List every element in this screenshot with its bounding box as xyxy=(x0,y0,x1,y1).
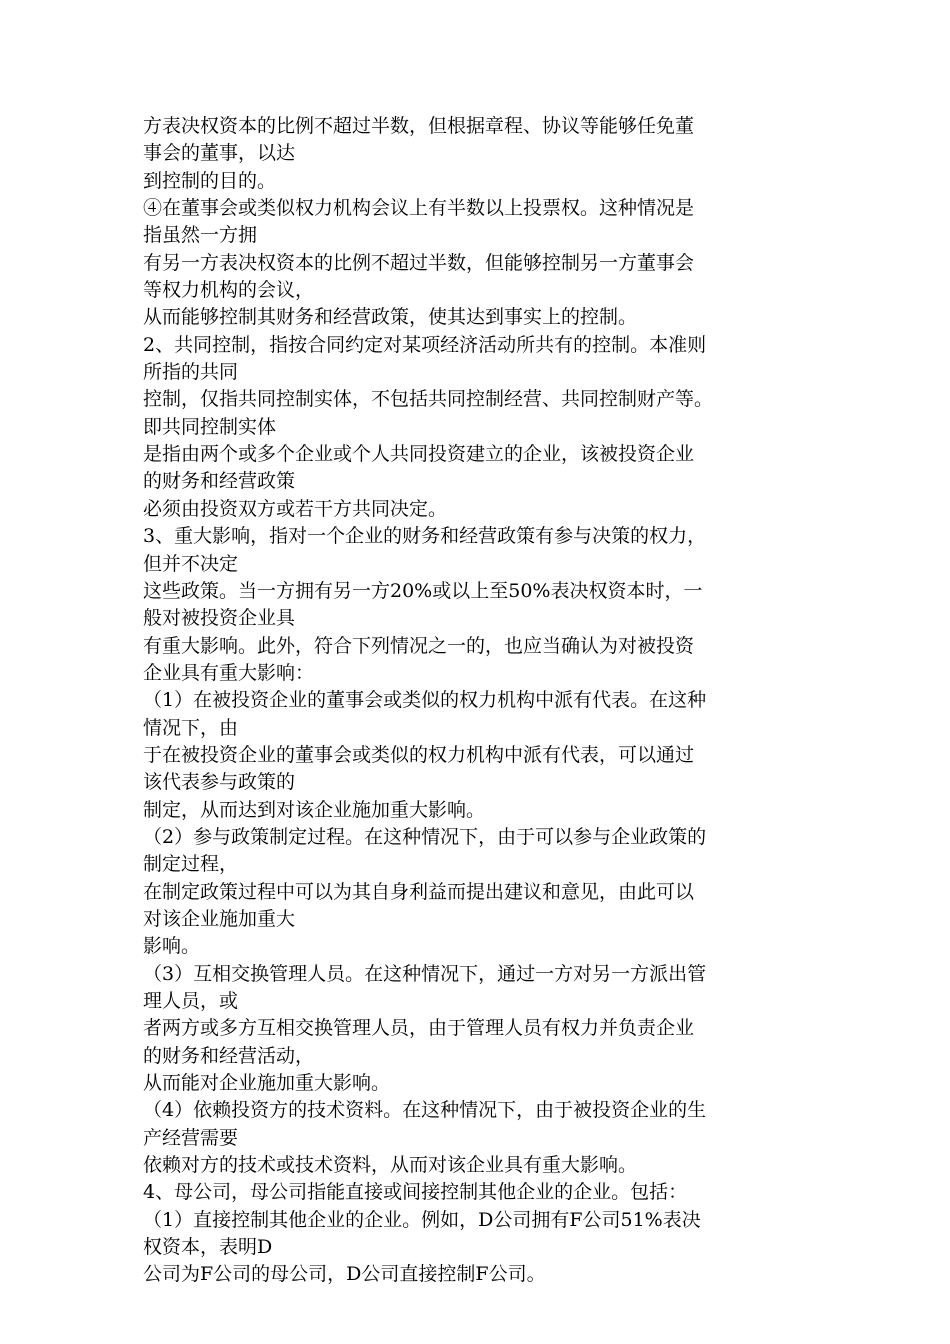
text-line: 从而能够控制其财务和经营政策，使其达到事实上的控制。 xyxy=(143,306,638,329)
text-line: 是指由两个或多个企业或个人共同投资建立的企业，该被投资企业 xyxy=(143,443,695,466)
text-line: 控制，仅指共同控制实体，不包括共同控制经营、共同控制财产等。 xyxy=(143,388,714,411)
text-line: ④在董事会或类似权力机构会议上有半数以上投票权。这种情况是 xyxy=(143,197,695,220)
text-line: 有重大影响。此外，符合下列情况之一的，也应当确认为对被投资 xyxy=(143,634,695,657)
text-line: 情况下，由 xyxy=(143,716,239,739)
text-line: 有另一方表决权资本的比例不超过半数，但能够控制另一方董事会 xyxy=(143,251,695,274)
text-line: 所指的共同 xyxy=(143,361,239,384)
text-line: 必须由投资双方或若干方共同决定。 xyxy=(143,497,448,520)
text-line: 2、共同控制，指按合同约定对某项经济活动所共有的控制。本准则 xyxy=(143,333,707,356)
text-line: （2）参与政策制定过程。在这种情况下，由于可以参与企业政策的 xyxy=(143,825,707,848)
text-line: 依赖对方的技术或技术资料，从而对该企业具有重大影响。 xyxy=(143,1154,638,1177)
text-line: 公司为F公司的母公司，D公司直接控制F公司。 xyxy=(143,1263,546,1286)
text-line: 该代表参与政策的 xyxy=(143,771,296,794)
text-line: 影响。 xyxy=(143,935,201,958)
text-line: 但并不决定 xyxy=(143,552,239,575)
text-line: 制定，从而达到对该企业施加重大影响。 xyxy=(143,798,486,821)
text-line: 的财务和经营政策 xyxy=(143,470,296,493)
text-line: 从而能对企业施加重大影响。 xyxy=(143,1072,391,1095)
text-line: （1）直接控制其他企业的企业。例如，D公司拥有F公司51%表决 xyxy=(143,1208,701,1231)
text-line: 制定过程， xyxy=(143,853,239,876)
text-line: 于在被投资企业的董事会或类似的权力机构中派有代表，可以通过 xyxy=(143,743,695,766)
document-body xyxy=(143,113,813,1289)
text-line: 指虽然一方拥 xyxy=(143,224,258,247)
text-line: 企业具有重大影响： xyxy=(143,661,315,684)
text-line: （3）互相交换管理人员。在这种情况下，通过一方对另一方派出管 xyxy=(143,962,707,985)
text-line: 3、重大影响，指对一个企业的财务和经营政策有参与决策的权力， xyxy=(143,525,707,548)
text-line: 产经营需要 xyxy=(143,1126,239,1149)
text-line: 事会的董事，以达 xyxy=(143,142,296,165)
text-line: 等权力机构的会议， xyxy=(143,279,315,302)
text-line: 4、母公司，母公司指能直接或间接控制其他企业的企业。包括： xyxy=(143,1181,688,1204)
text-line: 即共同控制实体 xyxy=(143,415,277,438)
text-line: 者两方或多方互相交换管理人员，由于管理人员有权力并负责企业 xyxy=(143,1017,695,1040)
text-line: 对该企业施加重大 xyxy=(143,907,296,930)
text-line: （1）在被投资企业的董事会或类似的权力机构中派有代表。在这种 xyxy=(143,689,707,712)
text-line: 的财务和经营活动， xyxy=(143,1044,315,1067)
text-line: （4）依赖投资方的技术资料。在这种情况下，由于被投资企业的生 xyxy=(143,1099,707,1122)
text-line: 理人员，或 xyxy=(143,990,239,1012)
text-line: 权资本，表明D xyxy=(143,1236,273,1259)
text-line: 般对被投资企业具 xyxy=(143,607,296,630)
text-line: 到控制的目的。 xyxy=(143,169,277,192)
text-line: 这些政策。当一方拥有另一方20%或以上至50%表决权资本时，一 xyxy=(143,579,703,602)
text-line: 在制定政策过程中可以为其自身利益而提出建议和意见，由此可以 xyxy=(143,880,695,903)
text-line: 方表决权资本的比例不超过半数，但根据章程、协议等能够任免董 xyxy=(143,115,695,137)
